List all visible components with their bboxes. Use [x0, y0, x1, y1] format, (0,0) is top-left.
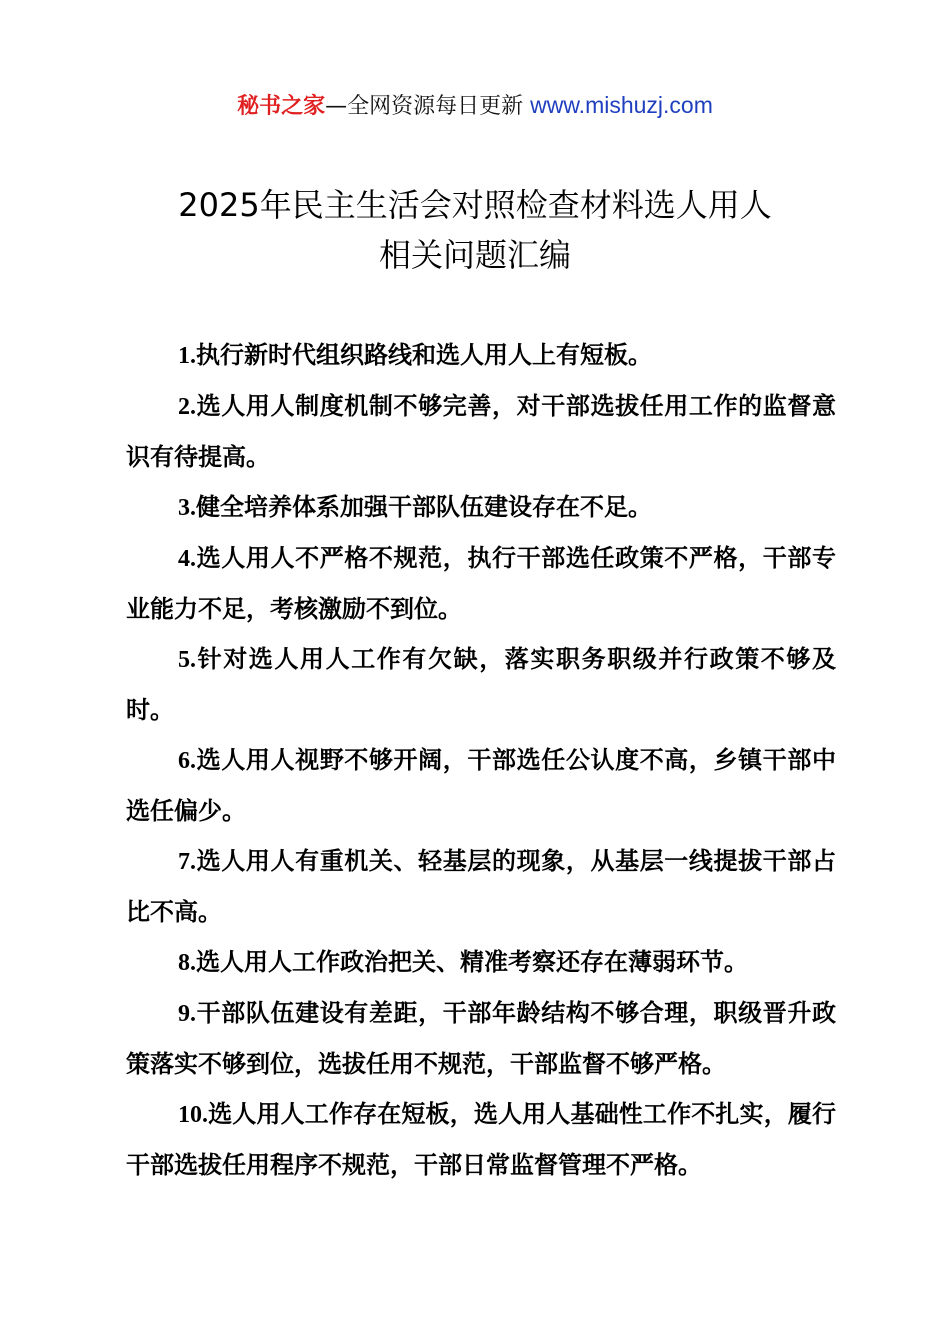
item-text: 选人用人有重机关、轻基层的现象，从基层一线提拔干部占比不高。: [126, 847, 836, 926]
item-number: 2.: [178, 394, 196, 420]
list-item: [126, 634, 836, 735]
title-line-2: 相关问题汇编: [378, 236, 571, 274]
item-text: 选人用人工作存在短板，选人用人基础性工作不扎实，履行干部选拔任用程序不规范，干部日常监督管理不严格。: [126, 1100, 836, 1179]
item-number: 7.: [178, 849, 196, 875]
item-number: 3.: [178, 495, 196, 521]
list-item: [126, 836, 836, 937]
list-item: [126, 533, 836, 634]
header-tagline: —全网资源每日更新: [325, 94, 531, 119]
list-item: [126, 482, 836, 533]
item-number: 5.: [178, 647, 196, 673]
issue-list: [126, 330, 836, 1190]
title-line-1: 2025年民主生活会对照检查材料选人用人: [178, 186, 772, 224]
brand-name: 秘书之家: [237, 94, 326, 119]
list-item: [126, 330, 836, 381]
item-number: 4.: [178, 546, 196, 572]
list-item: [126, 988, 836, 1089]
item-text: 选人用人视野不够开阔，干部选任公认度不高，乡镇干部中选任偏少。: [126, 746, 836, 825]
item-text: 针对选人用人工作有欠缺，落实职务职级并行政策不够及时。: [126, 645, 836, 724]
site-header: [0, 88, 950, 124]
item-text: 执行新时代组织路线和选人用人上有短板。: [196, 341, 652, 369]
item-number: 10.: [178, 1102, 208, 1128]
item-text: 选人用人制度机制不够完善，对干部选拔任用工作的监督意识有待提高。: [126, 392, 836, 471]
item-text: 干部队伍建设有差距，干部年龄结构不够合理，职级晋升政策落实不够到位，选拔任用不规范，干部监督不够严格。: [126, 999, 836, 1078]
item-text: 选人用人工作政治把关、精准考察还存在薄弱环节。: [196, 948, 748, 976]
list-item: [126, 1089, 836, 1190]
list-item: [126, 937, 836, 988]
item-number: 6.: [178, 748, 196, 774]
site-url-link[interactable]: www.mishuzj.com: [530, 92, 713, 118]
document-title: [0, 180, 950, 280]
list-item: [126, 381, 836, 482]
list-item: [126, 735, 836, 836]
item-text: 健全培养体系加强干部队伍建设存在不足。: [196, 493, 652, 521]
item-number: 9.: [178, 1001, 196, 1027]
item-number: 1.: [178, 343, 196, 369]
item-number: 8.: [178, 950, 196, 976]
item-text: 选人用人不严格不规范，执行干部选任政策不严格，干部专业能力不足，考核激励不到位。: [126, 544, 836, 623]
